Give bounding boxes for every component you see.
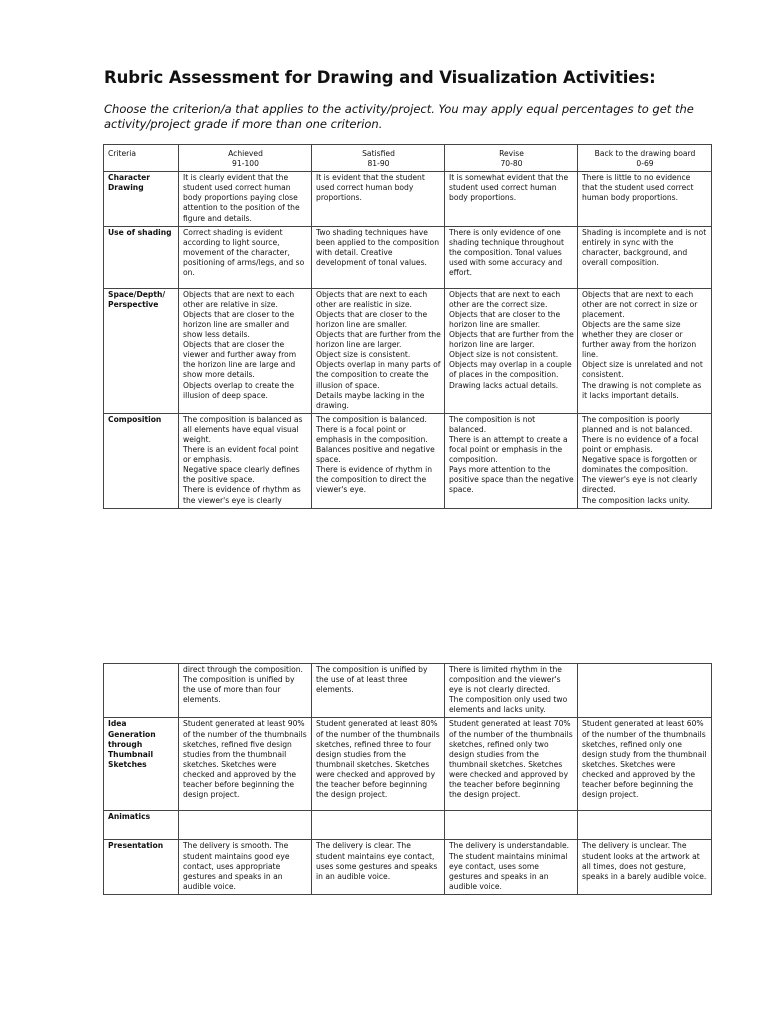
- rubric-cell: It is evident that the student used correct human body proportions.: [312, 172, 445, 226]
- criterion-label: Animatics: [104, 811, 179, 840]
- criterion-label: Character Drawing: [104, 172, 179, 226]
- table-row: [104, 172, 712, 226]
- level-name: Satisfied: [362, 149, 395, 158]
- rubric-cell: It is somewhat evident that the student used correct human body proportions.: [445, 172, 578, 226]
- criterion-label: Use of shading: [104, 226, 179, 288]
- rubric-cell: Two shading techniques have been applied to the composition with detail. Creative development of tonal values.: [312, 226, 445, 288]
- table-row: [104, 718, 712, 811]
- rubric-cell: Correct shading is evident according to light source, movement of the character, positioning of arms/legs, and so on.: [179, 226, 312, 288]
- rubric-cell: The delivery is clear. The student maintains eye contact, uses some gestures and speaks in an audible voice.: [312, 840, 445, 894]
- criterion-label: Space/Depth/ Perspective: [104, 288, 179, 413]
- table-row: [104, 413, 712, 508]
- rubric-cell: [578, 664, 712, 718]
- rubric-cell: Student generated at least 90% of the number of the thumbnails sketches, refined five design studies from the thumbnail sketches. Sketches were checked and approved by the teacher before beginning the design project.: [179, 718, 312, 811]
- rubric-cell: Student generated at least 80% of the number of the thumbnails sketches, refined three to four design studies from the thumbnail sketches. Sketches were checked and approved by the teacher before beginning the design project.: [312, 718, 445, 811]
- level-header-revise: [445, 145, 578, 172]
- criterion-label: [104, 664, 179, 718]
- rubric-cell: Objects that are next to each other are the correct size. Objects that are closer to the horizon line are smaller. Objects that are further from the horizon line are larger. Object size is not consistent. Objects may overlap in a couple of places in the composition. Drawing lacks actual details.: [445, 288, 578, 413]
- instructions: Choose the criterion/a that applies to the activity/project. You may apply equal percentages to get the activity/project grade if more than one criterion.: [104, 102, 694, 131]
- rubric-cell: direct through the composition. The composition is unified by the use of more than four elements.: [179, 664, 312, 718]
- rubric-cell: Objects that are next to each other are realistic in size. Objects that are closer to the horizon line are smaller. Objects that are further from the horizon line are larger. Object size is consistent. Objects overlap in many parts of the composition to create the illusion of space. Details maybe lacking in the drawing.: [312, 288, 445, 413]
- rubric-cell: [445, 811, 578, 840]
- level-name: Achieved: [228, 149, 263, 158]
- rubric-cell: The delivery is unclear. The student looks at the artwork at all times, does not gesture, speaks in a barely audible voice.: [578, 840, 712, 894]
- rubric-cell: There is limited rhythm in the composition and the viewer's eye is not clearly directed. The composition only used two elements and lacks unity.: [445, 664, 578, 718]
- level-name: Back to the drawing board: [594, 149, 696, 158]
- rubric-cell: Objects that are next to each other are not correct in size or placement. Objects are the same size whether they are closer or further away from the horizon line. Object size is unrelated and not consistent. The drawing is not complete as it lacks important details.: [578, 288, 712, 413]
- page-title: Rubric Assessment for Drawing and Visualization Activities:: [104, 68, 656, 87]
- rubric-cell: The composition is unified by the use of at least three elements.: [312, 664, 445, 718]
- rubric-cell: [179, 811, 312, 840]
- level-range: 91-100: [232, 159, 259, 169]
- criteria-header: Criteria: [104, 145, 179, 172]
- table-row: [104, 840, 712, 894]
- rubric-cell: [312, 811, 445, 840]
- rubric-cell: [578, 811, 712, 840]
- level-range: 81-90: [367, 159, 390, 169]
- table-row: [104, 288, 712, 413]
- table-row: [104, 226, 712, 288]
- rubric-cell: Student generated at least 70% of the number of the thumbnails sketches, refined only two design studies from the thumbnail sketches. Sketches were checked and approved by the teacher before beginning the design project.: [445, 718, 578, 811]
- header-row: [104, 145, 712, 172]
- rubric-cell: The delivery is smooth. The student maintains good eye contact, uses appropriate gestures and speaks in an audible voice.: [179, 840, 312, 894]
- rubric-cell: Student generated at least 60% of the number of the thumbnails sketches, refined only one design study from the thumbnail sketches. Sketches were checked and approved by the teacher before beginning the design project.: [578, 718, 712, 811]
- level-header-achieved: [179, 145, 312, 172]
- criterion-label: Idea Generation through Thumbnail Sketches: [104, 718, 179, 811]
- rubric-cell: Objects that are next to each other are relative in size. Objects that are closer to the horizon line are smaller and show less details. Objects that are closer the viewer and further away from the horizon line are large and show more details. Objects overlap to create the illusion of deep space.: [179, 288, 312, 413]
- level-header-back-to-drawing-board: [578, 145, 712, 172]
- table-row: [104, 811, 712, 840]
- criterion-label: Presentation: [104, 840, 179, 894]
- rubric-table-part-1: [103, 144, 712, 509]
- rubric-cell: The composition is balanced. There is a focal point or emphasis in the composition. Balances positive and negative space. There is evidence of rhythm in the composition to direct the viewer's eye.: [312, 413, 445, 508]
- table-row: [104, 664, 712, 718]
- rubric-cell: The composition is balanced as all elements have equal visual weight. There is an evident focal point or emphasis. Negative space clearly defines the positive space. There is evidence of rhythm as the viewer's eye is clearly: [179, 413, 312, 508]
- level-range: 70-80: [500, 159, 523, 169]
- rubric-cell: There is only evidence of one shading technique throughout the composition. Tonal values used with some accuracy and effort.: [445, 226, 578, 288]
- rubric-cell: The composition is poorly planned and is not balanced. There is no evidence of a focal point or emphasis. Negative space is forgotten or dominates the composition. The viewer's eye is not clearly directed. The composition lacks unity.: [578, 413, 712, 508]
- level-name: Revise: [499, 149, 524, 158]
- level-header-satisfied: [312, 145, 445, 172]
- level-range: 0-69: [636, 159, 654, 169]
- rubric-cell: There is little to no evidence that the student used correct human body proportions.: [578, 172, 712, 226]
- rubric-cell: The delivery is understandable. The student maintains minimal eye contact, uses some gestures and speaks in an audible voice.: [445, 840, 578, 894]
- rubric-cell: It is clearly evident that the student used correct human body proportions paying close attention to the position of the figure and details.: [179, 172, 312, 226]
- rubric-cell: Shading is incomplete and is not entirely in sync with the character, background, and overall composition.: [578, 226, 712, 288]
- criterion-label: Composition: [104, 413, 179, 508]
- rubric-cell: The composition is not balanced. There is an attempt to create a focal point or emphasis in the composition. Pays more attention to the positive space than the negative space.: [445, 413, 578, 508]
- rubric-table-part-2: [103, 663, 712, 895]
